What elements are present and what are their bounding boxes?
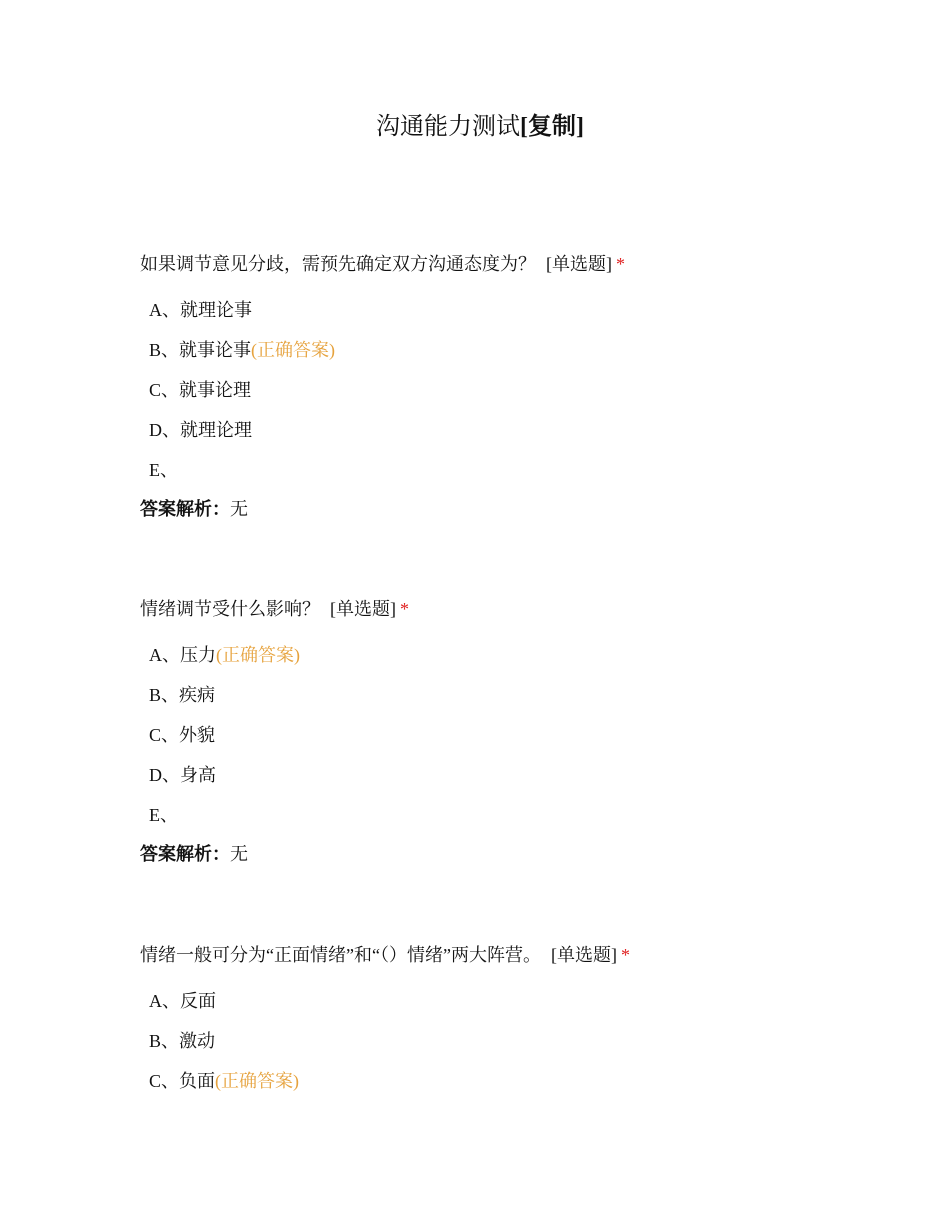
required-mark: *: [616, 254, 625, 274]
option-letter: A、: [149, 991, 180, 1011]
answer-analysis: [140, 842, 840, 866]
option-letter: B、: [149, 685, 180, 705]
option-text: 反面: [180, 991, 216, 1011]
question-text: 如果调节意见分歧，需预先确定双方沟通态度为？: [140, 254, 536, 274]
option-text: 负面: [179, 1071, 216, 1091]
option-letter: B、: [149, 340, 180, 360]
correct-answer-tag: (正确答案): [215, 1071, 300, 1091]
option-b: [149, 338, 840, 362]
option-text: 就理论理: [180, 420, 252, 440]
required-mark: *: [400, 599, 409, 619]
question-text: 情绪一般可分为“正面情绪”和“（）情绪”两大阵营。: [140, 945, 541, 965]
option-letter: A、: [149, 645, 180, 665]
option-list: [140, 643, 840, 827]
option-c: [149, 723, 840, 747]
analysis-text: 无: [230, 844, 248, 864]
option-text: 身高: [180, 765, 216, 785]
analysis-label: 答案解析：: [140, 844, 230, 864]
question-type: [单选题]: [550, 945, 617, 965]
option-b: [149, 1029, 840, 1053]
option-letter: E、: [149, 460, 178, 480]
option-list: [140, 298, 840, 482]
option-letter: C、: [149, 1071, 180, 1091]
option-d: [149, 418, 840, 442]
option-e: [149, 458, 840, 482]
option-text: 激动: [179, 1031, 216, 1051]
option-d: [149, 763, 840, 787]
option-text: 就事论事: [179, 340, 252, 360]
option-text: 外貌: [179, 725, 216, 745]
question-type: [单选题]: [546, 254, 612, 274]
page-title-text: 沟通能力测试: [376, 114, 520, 140]
option-letter: E、: [149, 805, 178, 825]
option-a: [149, 298, 840, 322]
question-2: [140, 597, 840, 866]
question-1: [140, 252, 840, 521]
option-letter: B、: [149, 1031, 180, 1051]
option-text: 疾病: [179, 685, 216, 705]
option-b: [149, 683, 840, 707]
option-a: [149, 989, 840, 1013]
page-title-suffix: [复制]: [520, 114, 584, 140]
option-text: 压力: [180, 645, 216, 665]
question-stem: [140, 597, 840, 621]
correct-answer-tag: (正确答案): [216, 645, 300, 665]
answer-analysis: [140, 497, 840, 521]
option-letter: A、: [149, 300, 180, 320]
question-stem: [140, 943, 840, 967]
analysis-label: 答案解析：: [140, 499, 230, 519]
option-text: 就事论理: [179, 380, 252, 400]
option-a: [149, 643, 840, 667]
option-list: [140, 989, 840, 1093]
option-letter: D、: [149, 420, 180, 440]
question-3: [140, 943, 840, 1093]
option-e: [149, 803, 840, 827]
required-mark: *: [620, 945, 630, 965]
option-letter: C、: [149, 380, 180, 400]
option-c: [149, 1069, 840, 1093]
question-text: 情绪调节受什么影响？: [140, 599, 320, 619]
question-stem: [140, 252, 840, 276]
question-type: [单选题]: [330, 599, 396, 619]
correct-answer-tag: (正确答案): [251, 340, 336, 360]
analysis-text: 无: [230, 499, 248, 519]
option-text: 就理论事: [180, 300, 252, 320]
option-letter: C、: [149, 725, 180, 745]
option-c: [149, 378, 840, 402]
option-letter: D、: [149, 765, 180, 785]
page-title: [0, 112, 950, 142]
